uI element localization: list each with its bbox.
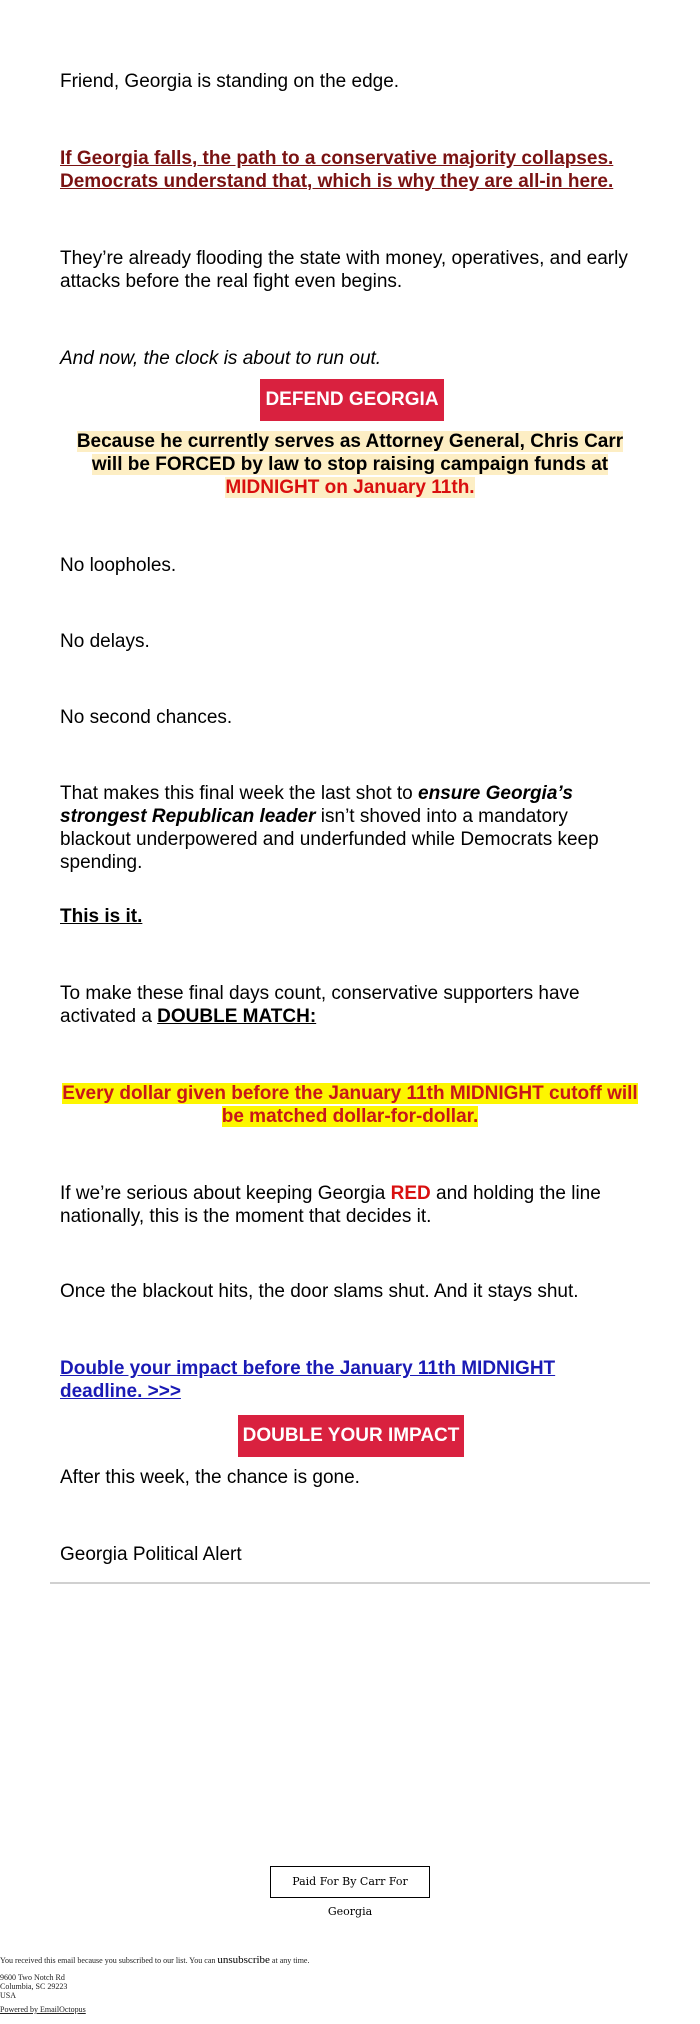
subscription-notice: [0, 1956, 309, 1965]
no-second-chances-paragraph: No second chances.: [60, 707, 233, 728]
double-impact-link-text[interactable]: Double your impact before the January 11th MIDNIGHT deadline. >>>: [60, 1358, 556, 1402]
hold-the-line-text: and holding the line nationally, this is the moment that decides it.: [60, 1183, 601, 1227]
double-match-label: DOUBLE MATCH:: [157, 1006, 317, 1027]
blackout-text: isn’t shoved into a mandatory blackout underpowered and underfunded while Democrats keep spending.: [60, 806, 599, 873]
keep-georgia-red-paragraph: [60, 1182, 640, 1228]
paid-for-disclaimer: Paid For By Carr For Georgia: [270, 1866, 430, 1898]
double-impact-link[interactable]: [60, 1357, 640, 1403]
greeting-paragraph: Friend, Georgia is standing on the edge.: [60, 71, 400, 92]
forced-text: Because he currently serves as Attorney General, Chris Carr will be FORCED by law to stop raising campaign funds at: [76, 431, 624, 475]
no-delays-paragraph: No delays.: [60, 631, 150, 652]
address-line-2: Columbia, SC 29223: [0, 1982, 68, 1991]
double-match-intro-text: To make these final days count, conservative supporters have activated a: [60, 983, 580, 1027]
mailing-address: [0, 1973, 67, 2000]
double-your-impact-button[interactable]: DOUBLE YOUR IMPACT: [238, 1415, 464, 1457]
this-is-it-heading: This is it.: [60, 906, 143, 927]
subscription-notice-text: You received this email because you subscribed to our list. You can: [0, 1956, 218, 1965]
powered-by: [0, 2005, 86, 2014]
match-highlight-text: Every dollar given before the January 11th MIDNIGHT cutoff will be matched dollar-for-dollar.: [62, 1083, 638, 1127]
unsubscribe-link[interactable]: unsubscribe: [217, 1954, 270, 1966]
red-word: RED: [390, 1183, 431, 1204]
address-line-1: 9600 Two Notch Rd: [0, 1973, 65, 1982]
georgia-falls-link-text[interactable]: If Georgia falls, the path to a conservative majority collapses. Democrats understand that, which is why they are all-in here.: [60, 148, 614, 192]
door-slams-paragraph: Once the blackout hits, the door slams shut. And it stays shut.: [60, 1281, 579, 1302]
georgia-falls-link[interactable]: [60, 147, 640, 193]
content-divider: [50, 1582, 650, 1584]
signature: Georgia Political Alert: [60, 1544, 242, 1565]
midnight-deadline-text: MIDNIGHT on January 11th.: [225, 477, 475, 498]
strongest-leader-text: ensure Georgia’s strongest Republican leader: [60, 783, 573, 827]
final-week-text: That makes this final week the last shot to: [60, 783, 419, 804]
double-match-paragraph: [60, 982, 640, 1028]
address-line-3: USA: [0, 1991, 17, 2000]
clock-paragraph: And now, the clock is about to run out.: [60, 348, 382, 369]
no-loopholes-paragraph: No loopholes.: [60, 555, 177, 576]
match-highlight-paragraph: [60, 1082, 640, 1128]
powered-by-link[interactable]: Powered by EmailOctopus: [0, 2005, 86, 2014]
defend-georgia-button[interactable]: DEFEND GEORGIA: [260, 379, 444, 421]
chance-gone-paragraph: After this week, the chance is gone.: [60, 1467, 360, 1488]
flooding-paragraph: They’re already flooding the state with money, operatives, and early attacks before the real fight even begins.: [60, 248, 628, 292]
subscription-notice-end: at any time.: [269, 1956, 310, 1965]
keep-georgia-text: If we’re serious about keeping Georgia: [60, 1183, 391, 1204]
forced-paragraph: [60, 430, 640, 499]
final-week-paragraph: [60, 782, 640, 874]
